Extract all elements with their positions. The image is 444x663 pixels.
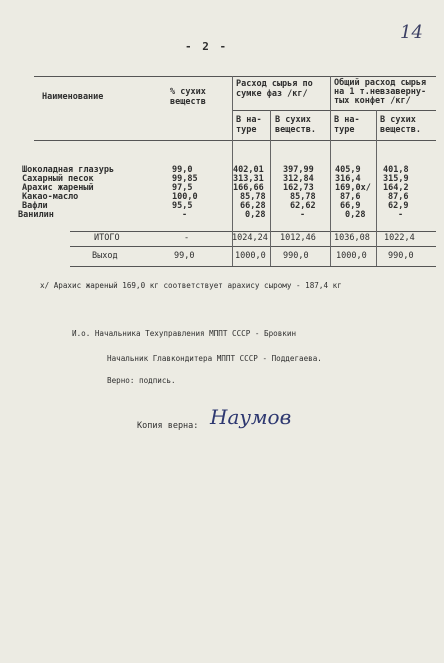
subheader-g2-nature-1: В на- (334, 115, 360, 125)
row-g2d: 87,6 (388, 192, 409, 202)
output-label: Выход (92, 251, 118, 261)
header-dry-2: веществ (170, 97, 206, 107)
row-name: Арахис жареный (22, 183, 94, 193)
output-g1n: 1000,0 (235, 251, 266, 261)
row-name: Какао-масло (22, 192, 79, 202)
col-divider-3 (330, 76, 331, 266)
header-group1-2: сумке фаз /кг/ (236, 89, 308, 99)
row-g2d: 401,8 (383, 165, 409, 175)
total-g1n: 1024,24 (232, 233, 268, 243)
row-g1n: 166,66 (233, 183, 264, 193)
row-g2d: 62,9 (388, 201, 409, 211)
row-g2n: 0,28 (345, 210, 366, 220)
subheader-g2-dry-2: веществ. (380, 125, 421, 135)
row-dry: 100,0 (172, 192, 198, 202)
row-dry: 99,0 (172, 165, 193, 175)
row-dry: 99,85 (172, 174, 198, 184)
row-g2n: 405,9 (335, 165, 361, 175)
subheader-g1-nature-1: В на- (236, 115, 262, 125)
header-dry-1: % сухих (170, 87, 206, 97)
header-group2-1: Общий расход сырья (334, 78, 427, 88)
handwritten-page-number: 14 (400, 22, 423, 43)
row-g2d: 164,2 (383, 183, 409, 193)
row-g1n: 85,78 (240, 192, 266, 202)
header-group2-2: на 1 т.невзаверну- (334, 87, 427, 97)
handwritten-signature: Наумов (210, 405, 292, 429)
row-g1n: 66,28 (240, 201, 266, 211)
row-name: Вафли (22, 201, 48, 211)
row-g1d: 85,78 (290, 192, 316, 202)
output-g2n: 1000,0 (336, 251, 367, 261)
row-g1d: 312,84 (283, 174, 314, 184)
footnote: х/ Арахис жареный 169,0 кг соответствует арахису сырому - 187,4 кг (40, 281, 342, 290)
header-group1-1: Расход сырья по (236, 79, 313, 89)
row-g1d: 162,73 (283, 183, 314, 193)
total-bottom-rule (70, 246, 436, 247)
row-dry: 95,5 (172, 201, 193, 211)
subheader-g2-dry-1: В сухих (380, 115, 416, 125)
row-name: Шоколадная глазурь (22, 165, 115, 175)
row-g2n: 87,6 (340, 192, 361, 202)
signature-line-2: Начальник Главкондитера МППТ СССР - Поддегаева. (107, 354, 322, 363)
total-g2n: 1036,08 (334, 233, 370, 243)
row-g1n: 313,31 (233, 174, 264, 184)
row-g1n: 0,28 (245, 210, 266, 220)
row-name: Ванилин (18, 210, 54, 220)
col-divider-2 (270, 110, 271, 266)
subheader-g2-nature-2: туре (334, 125, 355, 135)
row-g1n: 402,01 (233, 165, 264, 175)
row-g1d: - (300, 210, 306, 220)
copy-verified-label: Копия верна: (137, 421, 199, 431)
row-g2d: 315,9 (383, 174, 409, 184)
signature-line-1: И.о. Начальника Техуправления МППТ СССР - Бровкин (72, 329, 297, 338)
row-g2n: 316,4 (335, 174, 361, 184)
output-bottom-rule (70, 266, 436, 267)
row-g2n: 66,9 (340, 201, 361, 211)
subheader-g1-dry-2: веществ. (275, 125, 316, 135)
table-top-rule (34, 76, 436, 77)
signature-line-3: Верно: подпись. (107, 376, 176, 385)
total-g2d: 1022,4 (384, 233, 415, 243)
row-g1d: 397,99 (283, 165, 314, 175)
subheader-rule (232, 110, 436, 111)
row-name: Сахарный песок (22, 174, 94, 184)
row-g2d: - (398, 210, 404, 220)
total-dry: - (184, 233, 190, 243)
row-dry: 97,5 (172, 183, 193, 193)
col-divider-4 (376, 110, 377, 266)
total-g1d: 1012,46 (280, 233, 316, 243)
header-group2-3: тых конфет /кг/ (334, 96, 411, 106)
total-top-rule (70, 231, 436, 232)
row-dry: - (182, 210, 188, 220)
row-g2n: 169,0х/ (335, 183, 371, 193)
row-g1d: 62,62 (290, 201, 316, 211)
output-dry: 99,0 (174, 251, 195, 261)
output-g1d: 990,0 (283, 251, 309, 261)
subheader-g1-nature-2: туре (236, 125, 257, 135)
total-label: ИТОГО (94, 233, 120, 243)
header-name: Наименование (42, 92, 104, 102)
output-g2d: 990,0 (388, 251, 414, 261)
page-number: - 2 - (185, 40, 229, 53)
subheader-g1-dry-1: В сухих (275, 115, 311, 125)
